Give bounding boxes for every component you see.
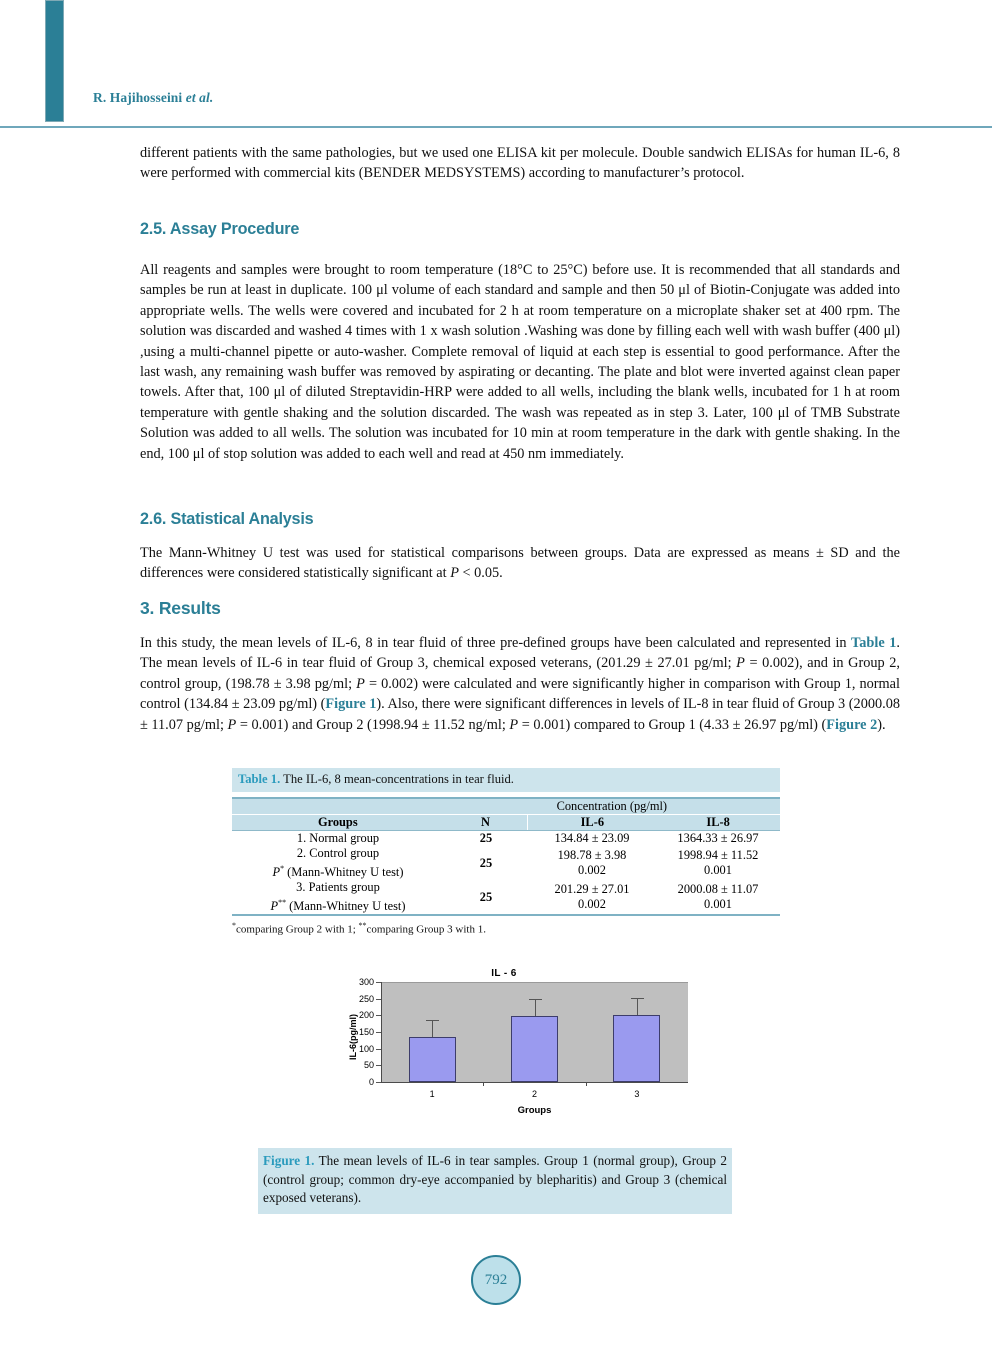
results-seg-8: ). [877,716,886,733]
intro-paragraph: different patients with the same pathologies, but we used one ELISA kit per molecule. Double sandwich ELISAs for human IL-6, 8 were performed with commercial kits (BENDER MEDSYSTEMS) according to manufacturer’s protocol. [140,145,900,182]
stats-paragraph [140,543,900,584]
il8-pvalue: 0.001 [704,897,732,912]
chart-y-tick-label: 0 [368,1077,374,1087]
chart-y-axis-label: IL-6(pg/ml) [348,1014,358,1060]
il6-value: 134.84 ± 23.09 [554,831,630,845]
table-cell-il8 [656,831,780,846]
table-cell-il8 [656,846,780,880]
chart-error-bar [432,1020,433,1036]
results-seg-5: ). Also, there were significant differences in levels of IL-8 in tear fluid of Group 3 (2000.08 ± 11.07 pg/ml; [140,696,901,733]
assay-paragraph: All reagents and samples were brought to room temperature (18°C to 25°C) before use. It is recommended that all standards and samples be run at least in duplicate. 100 μl volume of each standard and sample and then 50 μl of Biotin-Conjugate was added into appropriate wells. The wells were covered and incubated for 2 h at room temperature on a microplate shaker set at 400 rpm. The solution was discarded and washed 4 times with 1 x wash solution .Washing was done by filling each well with wash buffer (400 μl) ,using a multi-channel pipette or auto-washer. Complete removal of liquid at each step is essential to good performance. After the last wash, any remaining wash buffer was removed by aspirating or decanting. The plate and blot were inverted against clean paper towels. After that, 100 μl of diluted Streptavidin-HRP were added to all wells, including the blank wells, incubated for 1 h at room temperature with gentle shaking and the solution discarded. The wash was repeated as in step 3. Later, 100 μl of TMB Substrate Solution was added to all wells. The solution was incubated for 10 min at room temperature in the dark with gentle shaking. In the end, 100 μl of stop solution was added to each well and read at 450 nm immediately. [140,262,900,462]
stats-text-2: < 0.05. [458,565,503,582]
footnote-text-b: comparing Group 3 with 1. [366,923,486,936]
results-seg-4: = 0.002) were calculated and were significantly higher in comparison with Group 1, normal control (134.84 ± 23.09 pg/ml) ( [140,675,900,713]
table-cell-il6 [528,880,656,914]
chart-y-tick-label: 200 [358,1010,374,1021]
table-col-header-il6: IL-6 [528,815,656,831]
results-p-symbol-4: P [509,716,519,733]
il8-value: 1998.94 ± 11.52 [677,848,759,863]
chart-y-tick-mark [376,999,381,1000]
chart-y-tick-mark [376,1082,381,1083]
results-paragraph-block [140,633,900,735]
chart-y-tick-label: 50 [363,1060,374,1071]
table-col-header-groups: Groups [232,815,444,831]
results-section-heading-block [140,598,900,619]
figure-caption-label: Figure 1. [263,1153,315,1168]
author-name: R. Hajihosseini [93,90,186,105]
section-heading-statistical-analysis: 2.6. Statistical Analysis [140,510,314,528]
results-seg-3: = 0.002), and in Group 2, control group, (198.78 ± 3.98 pg/ml; [140,655,900,692]
stats-p-symbol: P [450,565,459,582]
chart-y-tick-mark [376,982,381,983]
chart-y-tick-label: 250 [358,993,374,1004]
chart-error-bar-cap [631,998,644,999]
page-number-badge: 792 [471,1255,521,1305]
table-1-caption [232,768,780,792]
results-paragraph [140,633,900,735]
chart-x-tick-label: 2 [531,1089,537,1099]
results-p-symbol-3: P [227,716,237,733]
table-cell-n: 25 [479,831,493,845]
chart-y-axis-line [381,982,382,1083]
il8-value: 2000.08 ± 11.07 [677,882,759,897]
table-row [232,831,780,846]
crossref-figure-1[interactable]: Figure 1 [325,696,377,713]
chart-bar [511,1016,558,1082]
figure-caption-text: The mean levels of IL-6 in tear samples. Group 1 (normal group), Group 2 (control group; common dry-eye accompanied by blepharitis) and Group 3 (chemical exposed veterans). [263,1153,727,1206]
stats-text-1: The Mann-Whitney U test was used for statistical comparisons between groups. Data are expressed as means ± SD and the differences were considered statistically significant at [140,545,900,582]
il6-pvalue: 0.002 [578,863,606,878]
group-name: 3. Patients group [296,880,380,895]
il6-value: 198.78 ± 3.98 [557,848,627,863]
table-header-spacer [232,799,444,815]
table-cell-group [232,846,444,880]
crossref-table-1[interactable]: Table 1 [851,635,897,651]
table-header-span-row [232,799,780,815]
chart-bar [409,1037,456,1082]
il6-value: 201.29 ± 27.01 [554,882,630,897]
header-divider [0,126,992,128]
chart-x-axis-label: Groups [517,1105,552,1116]
group-name: 2. Control group [296,846,380,860]
table-cell-group [232,831,444,846]
figure-1-caption [258,1148,732,1214]
table-cell-il8 [656,880,780,914]
table-1-body [232,831,780,914]
chart-title: IL - 6 [491,968,517,979]
il6-pvalue: 0.002 [578,897,606,912]
chart-y-tick-mark [376,1015,381,1016]
chart-x-axis-line [381,1082,688,1083]
chart-y-tick-label: 300 [358,977,374,987]
table-caption-text: The IL-6, 8 mean-concentrations in tear fluid. [280,772,514,786]
stats-section-heading-block [140,510,900,529]
table-cell-il6 [528,846,656,880]
chart-x-tick-label: 1 [429,1089,435,1099]
chart-error-bar [637,998,638,1015]
table-header-concentration: Concentration (pg/ml) [444,799,780,815]
table-1-block [232,768,780,936]
chart-y-tick-mark [376,1049,381,1050]
table-header-row [232,815,780,831]
table-col-header-il8: IL-8 [656,815,780,831]
chart-error-bar-cap [529,999,542,1000]
results-p-symbol-1: P [736,655,745,672]
table-row [232,880,780,914]
results-seg-1: In this study, the mean levels of IL-6, 8 in tear fluid of three pre-defined groups have been calculated and represented in [140,635,852,651]
results-seg-2: . The mean levels of IL-6 in tear fluid of Group 3, chemical exposed veterans, (201.29 ± 27.01 pg/ml; [140,635,900,672]
table-cell-n: 25 [479,889,493,904]
group-pvalue-label: P* (Mann-Whitney U test) [272,864,404,880]
running-header-author [93,90,213,106]
group-name: 1. Normal group [296,831,380,845]
il8-value: 1364.33 ± 26.97 [677,831,759,845]
chart-error-bar-cap [426,1020,439,1021]
chart-x-tick-mark [483,1082,484,1086]
figure-1-chart [318,968,690,1143]
table-cell-n: 25 [479,855,493,870]
chart-bar [613,1015,660,1082]
results-p-symbol-2: P [356,675,365,692]
chart-y-tick-mark [376,1065,381,1066]
section-heading-assay-procedure: 2.5. Assay Procedure [140,220,300,238]
author-etal: et al. [185,90,214,105]
table-cell-il6 [528,831,656,846]
chart-y-tick-label: 100 [358,1043,374,1054]
table-caption-label: Table 1. [238,772,281,786]
results-seg-6: = 0.001) and Group 2 (1998.94 ± 11.52 ng/ml; [236,716,510,733]
chart-x-tick-mark [586,1082,587,1086]
table-col-header-n: N [444,815,528,831]
results-seg-7: = 0.001) compared to Group 1 (4.33 ± 26.97 pg/ml) ( [518,716,827,733]
footnote-text-a: comparing Group 2 with 1; [236,923,359,936]
stats-paragraph-block [140,543,900,584]
intro-paragraph-block [140,143,900,184]
chart-y-tick-mark [376,1032,381,1033]
crossref-figure-2[interactable]: Figure 2 [826,716,878,733]
group-pvalue-label: P** (Mann-Whitney U test) [270,898,406,914]
header-accent-bar [45,0,64,122]
section-heading-results: 3. Results [140,598,221,618]
table-bottom-rule [232,914,780,916]
assay-paragraph-block [140,260,900,464]
table-row [232,846,780,880]
chart-error-bar [535,999,536,1016]
table-cell-group [232,880,444,914]
table-1 [232,799,780,830]
table-footnote: *comparing Group 2 with 1; **comparing Group 3 with 1. [232,921,486,936]
chart-y-tick-label: 150 [358,1027,374,1037]
chart-x-tick-label: 3 [634,1089,640,1099]
il8-pvalue: 0.001 [704,863,732,878]
assay-section-heading-block [140,220,900,239]
